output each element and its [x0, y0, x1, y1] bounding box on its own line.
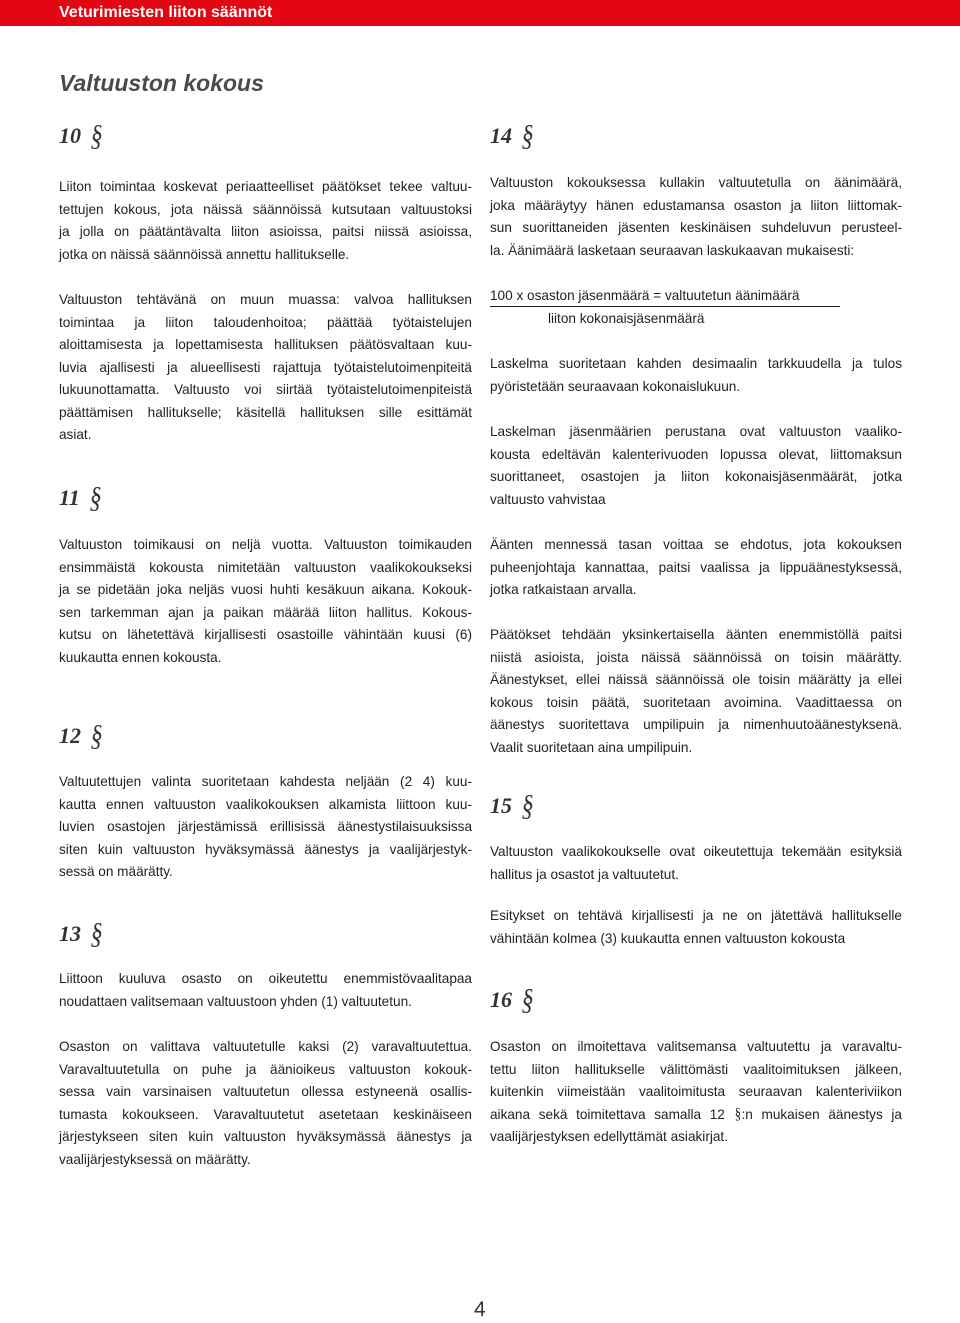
- section-12-paragraph-1: Valtuutettujen valinta suoritetaan kahdesta neljään (2 4) kuu- kautta ennen valtuuston vaalikokouksen alkamista liittoon kuu- luvien osastojen järjestämissä erillisissä äänestystilaisuuksissa siten kuin valtuuston hyväksymässä äänestys ja vaalijärjestyk- sessä on määrätty.: [59, 774, 472, 879]
- section-14-paragraph-4: Äänten mennessä tasan voittaa se ehdotus, jota kokouksen puheenjohtaja kannattaa, paitsi vaalissa ja lippuäänestyksessä, jotka ratkaistaan arvalla.: [490, 537, 902, 597]
- section-14-paragraph-5: Päätökset tehdään yksinkertaisella äänten enemmistöllä paitsi niistä asioista, joista näissä säännöissä on toisin määrätty. Äänestykset, ellei näissä säännöissä ole toisin määrätty ja ellei kokous toisin päätä, suoritetaan avoimina. Vaadittaessa on äänestys suoritettava umpilipuin ja nimenhuutoäänestyksenä. Vaalit suoritetaan aina umpilipuin.: [490, 627, 902, 755]
- section-symbol-icon: §: [734, 1105, 741, 1123]
- section-14-paragraph-1: Valtuuston kokouksessa kullakin valtuutetulla on äänimäärä, joka määräytyy hänen edustamansa osaston ja liiton liittomak- sun suorittaneiden jäsenten keskinäisen suhdeluvun perusteel- la. Äänimäärä lasketaan seuraavan laskukaavan mukaisesti:: [490, 175, 902, 258]
- section-12-heading: 12 §: [59, 719, 103, 752]
- section-symbol-icon: §: [521, 119, 534, 152]
- section-symbol-icon: §: [521, 789, 534, 822]
- section-11-paragraph-1: Valtuuston toimikausi on neljä vuotta. Valtuuston toimikauden ensimmäistä kokousta nimitetään valtuuston vaalikokoukseksi ja se pidetään joka neljäs vuosi huhti kesäkuun aikana. Kokouk- sen tarkemman ajan ja paikan määrää liiton hallitus. Kokous- kutsu on lähetettävä kirjallisesti osastoille vähintään kuusi (6) kuukautta ennen kokousta.: [59, 537, 472, 665]
- section-10-paragraph-2: Valtuuston tehtävänä on muun muassa: valvoa hallituksen toimintaa ja liiton taloudenhoitoa; päättää työtaistelujen aloittamisesta ja lopettamisesta hallituksen päätösvaltaan kuu- luvia ajallisesti ja alueellisesti rajattuja työtaistelutoimenpiteitä lukuunottamatta. Valtuusto voi siirtää työtaistelutoimenpiteistä päättämisen hallitukselle; käsitellä hallituksen sille esittämät asiat.: [59, 292, 472, 442]
- section-11-heading: 11 §: [59, 481, 102, 514]
- section-symbol-icon: §: [521, 983, 534, 1016]
- section-10-heading: 10 §: [59, 119, 103, 152]
- page-title: Valtuuston kokous: [59, 70, 264, 96]
- section-16-paragraph-1: Osaston on ilmoitettava valitsemansa valtuutettu ja varavaltu- tettu liiton hallitukselle välittömästi vaalitoimituksen jälkeen, kuitenkin viimeistään vaalitoimitusta seuraavan kalenteriviikon aikana sekä toimitettava samalla 12 §:n mukaisen äänestys ja vaalijärjestyksen edellyttämät asiakirjat.: [490, 1039, 902, 1144]
- section-14-paragraph-3: Laskelman jäsenmäärien perustana ovat valtuuston vaaliko- kousta edeltävän kalenterivuoden lopussa olevat, liittomaksun suorittaneet, osastojen ja liiton kokonaisjäsenmäärät, jotka valtuusto vahvistaa: [490, 424, 902, 507]
- section-symbol-icon: §: [90, 917, 103, 950]
- section-13-heading: 13 §: [59, 917, 103, 950]
- section-symbol-icon: §: [89, 481, 102, 514]
- formula-numerator: 100 x osaston jäsenmäärä = valtuutetun äänimäärä: [490, 288, 800, 303]
- section-13-paragraph-1: Liittoon kuuluva osasto on oikeutettu enemmistövaalitapaa noudattaen valitsemaan valtuustoon yhden (1) valtuutetun.: [59, 971, 472, 1009]
- section-15-heading: 15 §: [490, 789, 534, 822]
- section-10-paragraph-1: Liiton toimintaa koskevat periaatteelliset päätökset tekee valtuu- tettujen kokous, jota näissä säännöissä kutsutaan valtuustoksi ja jolla on päätäntävalta liiton asioissa, paitsi niissä asioissa, jotka on näissä säännöissä annettu hallitukselle.: [59, 179, 472, 262]
- header-bar: [0, 0, 960, 26]
- section-14-paragraph-2: Laskelma suoritetaan kahden desimaalin tarkkuudella ja tulos pyöristetään seuraavaan kokonaislukuun.: [490, 356, 902, 394]
- formula-denominator: liiton kokonaisjäsenmäärä: [548, 311, 705, 326]
- formula-fraction-line: [490, 306, 840, 307]
- section-15-paragraph-2: Esitykset on tehtävä kirjallisesti ja ne on jätettävä hallitukselle vähintään kolmea (3) kuukautta ennen valtuuston kokousta: [490, 908, 902, 946]
- section-15-paragraph-1: Valtuuston vaalikokoukselle ovat oikeutettuja tekemään esityksiä hallitus ja osastot ja valtuutetut.: [490, 844, 902, 882]
- section-13-paragraph-2: Osaston on valittava valtuutetulle kaksi (2) varavaltuutettua. Varavaltuutetulla on puhe ja äänioikeus valtuuston kokouk- sessa vain varsinaisen valtuutetun ollessa estyneenä osallis- tumasta kokoukseen. Varavaltuutetut asetetaan keskinäiseen järjestykseen siten kuin valtuuston hyväksymässä äänestys ja vaalijärjestyksessä on määrätty.: [59, 1039, 472, 1167]
- section-symbol-icon: §: [90, 719, 103, 752]
- page-number: 4: [474, 1298, 486, 1321]
- document-title: Veturimiesten liiton säännöt: [59, 4, 273, 21]
- section-symbol-icon: §: [90, 119, 103, 152]
- section-16-heading: 16 §: [490, 983, 534, 1016]
- section-14-heading: 14 §: [490, 119, 534, 152]
